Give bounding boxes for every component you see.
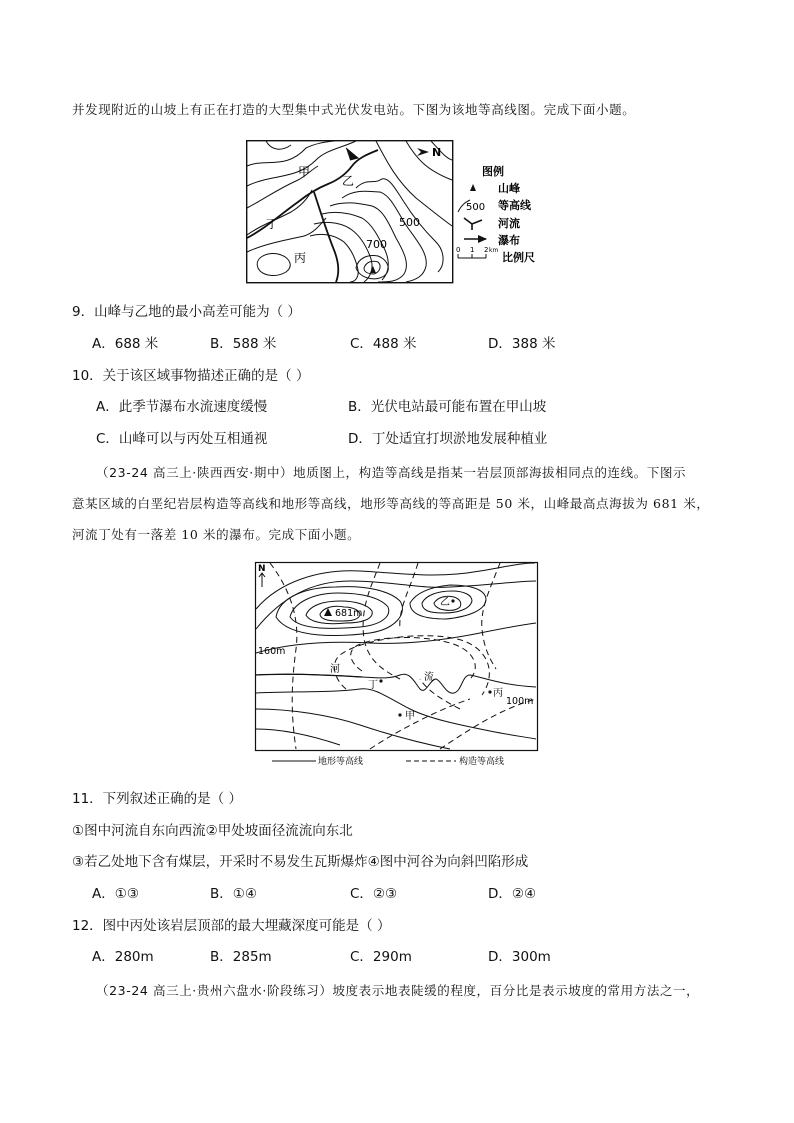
map2-contour-160: 160m (258, 646, 286, 657)
map2-label-jia: 甲 (405, 711, 415, 722)
map2-north-label: N (258, 564, 266, 574)
q9-option-c[interactable]: C．488 米 (350, 336, 417, 352)
scale-tick-2: 2 (484, 246, 489, 254)
q9-stem: 9．山峰与乙地的最小高差可能为（ ） (72, 304, 301, 320)
legend-scale: 比例尺 (502, 251, 535, 264)
q10-option-a[interactable]: A．此季节瀑布水流速度缓慢 (96, 399, 268, 415)
intro-text-2-line1 (96, 464, 686, 482)
q11-option-d[interactable]: D．②④ (488, 886, 537, 902)
q9-option-d[interactable]: D．388 米 (488, 336, 556, 352)
map1-label-jia: 甲 (298, 165, 311, 179)
map1-contour-500: 500 (399, 216, 420, 229)
map1-contour-700: 700 (366, 238, 387, 251)
legend-contour-value: 500 (466, 202, 486, 213)
map2-river-char-1: 河 (330, 664, 340, 675)
legend-terrain-contour: 地形等高线 (318, 757, 364, 767)
map1-label-yi: 乙 (342, 174, 355, 188)
intro-text-3 (96, 982, 699, 1000)
scale-unit: km (489, 247, 499, 254)
intro-2-source: （23-24 高三上·陕西西安·期中） (96, 465, 294, 480)
point-ding (379, 679, 382, 682)
legend-structure-contour: 构造等高线 (459, 757, 505, 767)
q12-option-a[interactable]: A．280m (92, 949, 154, 965)
river-icon (464, 218, 482, 230)
q11-stem: 11．下列叙述正确的是（ ） (72, 791, 242, 807)
q12-stem: 12．图中丙处该岩层顶部的最大埋藏深度可能是（ ） (72, 918, 391, 934)
q9-option-b[interactable]: B．588 米 (210, 336, 277, 352)
scale-tick-0: 0 (456, 246, 461, 254)
contour-map-2 (250, 559, 544, 771)
intro-3-source: （23-24 高三上·贵州六盘水·阶段练习） (96, 983, 333, 998)
intro-2-text: 地质图上，构造等高线是指某一岩层顶部海拔相同点的连线。下图示 (293, 465, 687, 480)
intro-3-text: 坡度表示地表陡缓的程度，百分比是表示坡度的常用方法之一， (332, 983, 700, 998)
map2-label-yi: 乙 (440, 597, 450, 608)
intro-text-2-line2: 意某区域的白垩纪岩层构造等高线和地形等高线，地形等高线的等高距是 50 米，山峰最高点海拔为 681 米， (72, 496, 710, 511)
north-arrow-icon (259, 573, 265, 587)
q10-option-c[interactable]: C．山峰可以与丙处互相通视 (96, 431, 268, 447)
q12-options (92, 948, 551, 966)
q11-option-a[interactable]: A．①③ (92, 886, 139, 902)
q9-options (92, 335, 555, 353)
q11-statement-1: ①图中河流自东向西流②甲处坡面径流流向东北 (72, 823, 353, 839)
map1-north-label: N (432, 146, 442, 159)
legend-title: 图例 (482, 165, 504, 178)
intro-text-2-line3: 河流丁处有一落差 10 米的瀑布。完成下面小题。 (72, 527, 361, 542)
q11-option-b[interactable]: B．①④ (210, 886, 257, 902)
q11-statement-2: ③若乙处地下含有煤层，开采时不易发生瓦斯爆炸④图中河谷为向斜凹陷形成 (72, 854, 529, 870)
q10-stem: 10．关于该区域事物描述正确的是（ ） (72, 368, 310, 384)
point-jia (398, 713, 401, 716)
legend-river: 河流 (498, 217, 520, 230)
q10-option-b[interactable]: B．光伏电站最可能布置在甲山坡 (348, 399, 547, 415)
peak-icon (470, 184, 476, 191)
scale-tick-1: 1 (470, 246, 475, 254)
legend-waterfall: 瀑布 (498, 234, 520, 247)
contour-map-1 (246, 140, 556, 286)
q10-option-d[interactable]: D．丁处适宜打坝淤地发展种植业 (348, 431, 548, 447)
intro-text-1: 并发现附近的山坡上有正在打造的大型集中式光伏发电站。下图为该地等高线图。完成下面小题。 (72, 102, 636, 117)
q12-option-d[interactable]: D．300m (488, 949, 551, 965)
q12-option-b[interactable]: B．285m (210, 949, 272, 965)
q12-option-c[interactable]: C．290m (350, 949, 412, 965)
map2-label-ding: 丁 (368, 680, 378, 691)
scale-bar-icon (458, 254, 486, 258)
point-bing (488, 690, 491, 693)
map2-contour-100: 100m (506, 696, 534, 707)
map1-label-ding: 丁 (266, 217, 279, 231)
map1-label-bing: 丙 (294, 251, 307, 265)
point-yi (451, 599, 454, 602)
legend-contour: 等高线 (498, 199, 531, 212)
map2-river-char-2: 流 (424, 672, 434, 683)
legend-peak: 山峰 (498, 182, 520, 195)
q11-options (92, 885, 536, 903)
map2-peak-label: 681m (335, 608, 363, 619)
map2-label-bing: 丙 (493, 688, 503, 699)
q11-option-c[interactable]: C．②③ (350, 886, 398, 902)
q9-option-a[interactable]: A．688 米 (92, 336, 159, 352)
